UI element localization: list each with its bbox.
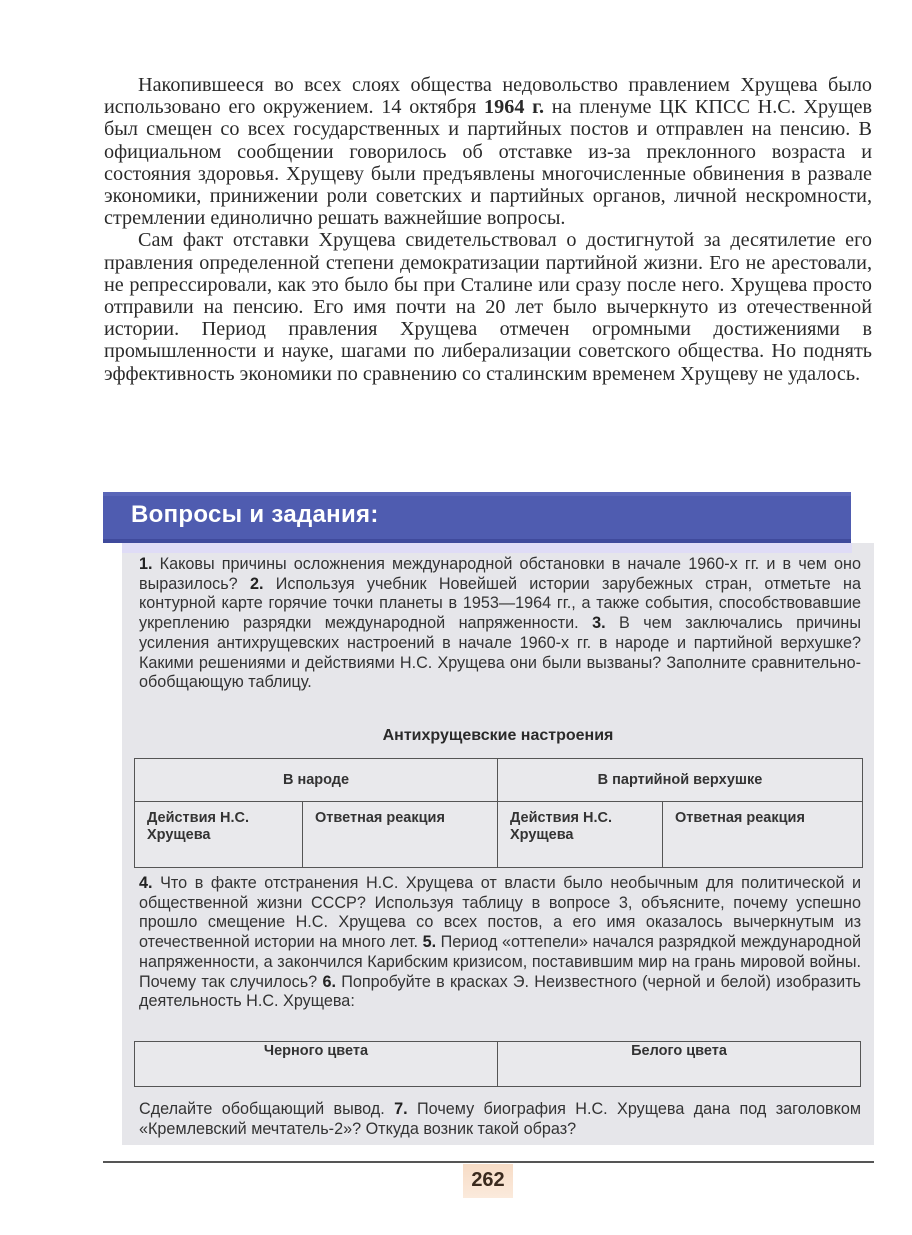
questions-block-2 bbox=[139, 874, 861, 1012]
question-2-number: 2. bbox=[249, 574, 264, 593]
question-5-number: 5. bbox=[422, 933, 437, 952]
question-1: Каковы причины осложнения международной обстановки в начале 1960-х гг. и в чем оно выразилось? bbox=[139, 555, 861, 593]
question-6-number: 6. bbox=[322, 972, 336, 991]
group-party-elite: В партийной верхушке bbox=[498, 759, 863, 802]
questions-header-title: Вопросы и задания: bbox=[131, 501, 379, 528]
questions-block-3 bbox=[139, 1100, 861, 1139]
question-6-end: Сделайте обобщающий вывод. bbox=[139, 1100, 395, 1118]
paragraph-1: Накопившееся во всех слоях общества недовольство правлением Хрущева было использовано его окружением. 14 октября 1964 г. на пленуме ЦК КПСС Н.С. Хрущев был смещен со всех государственных и партийных постов и отправлен на пенсию. В официальном сообщении говорилось об отставке из-за преклонного возраста и состояния здоровья. Хрущеву были предъявлены многочисленные обвинения в развале экономики, принижении роли советских и партийных органов, личной нескромности, стремлении единолично решать важнейшие вопросы. bbox=[104, 74, 873, 230]
column-actions: Действия Н.С. Хрущева bbox=[498, 802, 663, 868]
main-text bbox=[104, 74, 872, 385]
column-white: Белого цвета bbox=[498, 1042, 861, 1087]
table-group-row bbox=[135, 759, 863, 802]
questions-block-1 bbox=[139, 555, 861, 693]
column-black: Черного цвета bbox=[135, 1042, 498, 1087]
question-3-number: 3. bbox=[592, 614, 606, 633]
bold-year: 1964 г. bbox=[484, 96, 545, 119]
column-response: Ответная реакция bbox=[303, 802, 498, 868]
table-header-row bbox=[135, 1042, 861, 1087]
page-number: 262 bbox=[463, 1164, 513, 1198]
questions-box bbox=[122, 543, 874, 1145]
question-1-number: 1. bbox=[139, 555, 153, 573]
questions-header bbox=[103, 492, 851, 543]
box-top-strip bbox=[122, 543, 852, 553]
table-title: Антихрущевские настроения bbox=[382, 727, 614, 744]
question-7-number: 7. bbox=[394, 1100, 408, 1118]
group-people: В народе bbox=[135, 759, 498, 802]
question-2: Используя учебник Новейшей истории зарубежных стран, отметьте на контурной карте горячие точки планеты в 1953—1964 гг., а также события, способствовавшие укреплению разрядки международной напряженности. bbox=[139, 574, 861, 633]
question-3: В чем заключались причины усиления антихрущевских настроений в начале 1960-х гг. в народе и партийной верхушке? Какими решениями и действиями Н.С. Хрущева они были вызваны? Заполните сравнительно-обобщающую таблицу. bbox=[139, 614, 861, 692]
question-6: Попробуйте в красках Э. Неизвестного (черной и белой) изобразить деятельность Н.С. Хрущева: bbox=[139, 972, 861, 1011]
question-4-number: 4. bbox=[139, 874, 153, 892]
column-actions: Действия Н.С. Хрущева bbox=[135, 802, 303, 868]
question-7: Почему биография Н.С. Хрущева дана под заголовком «Кремлевский мечтатель-2»? Откуда возник такой образ? bbox=[139, 1100, 861, 1138]
column-response: Ответная реакция bbox=[663, 802, 863, 868]
question-5: Период «оттепели» начался разрядкой международной напряженности, а закончился Карибским кризисом, поставившим мир на грань мировой войны. Почему так случилось? bbox=[139, 933, 861, 991]
anti-khrushchev-table bbox=[134, 758, 863, 868]
table-column-row bbox=[135, 802, 863, 868]
footer-divider bbox=[103, 1161, 874, 1163]
paragraph-2: Сам факт отставки Хрущева свидетельствовал о достигнутой за десятилетие его правления определенной степени демократизации партийной жизни. Его не арестовали, не репрессировали, как это было бы при Сталине или сразу после него. Хрущева просто отправили на пенсию. Его имя почти на 20 лет было вычеркнуто из отечественной истории. Период правления Хрущева отмечен огромными достижениями в промышленности и науке, шагами по либерализации советского общества. Но поднять эффективность экономики по сравнению со сталинским временем Хрущеву не удалось. bbox=[104, 229, 872, 385]
black-white-table bbox=[134, 1041, 861, 1087]
question-4: Что в факте отстранения Н.С. Хрущева от власти было необычным для политической и общественной жизни СССР? Используя таблицу в вопросе 3, объясните, почему успешно прошло смещение Н.С. Хрущева со всех постов, а его имя оказалось вычеркнутым из отечественной истории на много лет. bbox=[139, 874, 861, 952]
